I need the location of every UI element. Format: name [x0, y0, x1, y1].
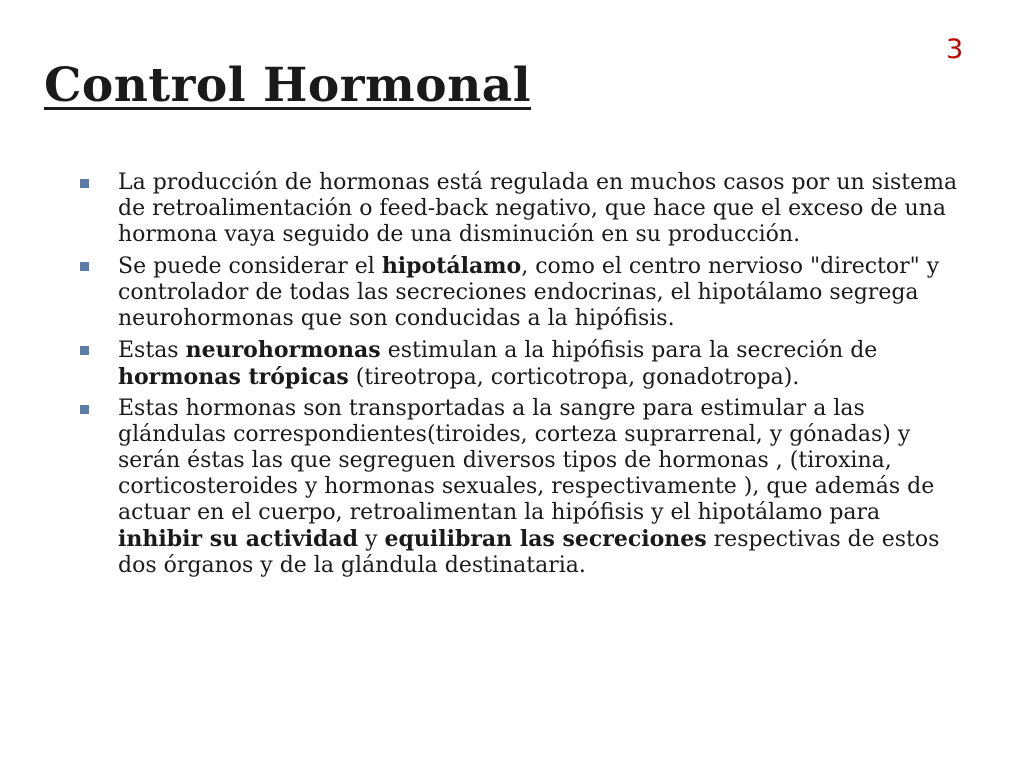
bullet-segment: La producción de hormonas está regulada en muchos casos por un sistema de retroalimentación o feed-back negativo, que hace que el exceso de una hormona vaya seguido de una disminución en su producción.: [118, 170, 958, 247]
square-bullet-icon: [80, 346, 89, 355]
bullet-segment-bold: neurohormonas: [185, 337, 381, 363]
bullet-text: [118, 254, 939, 331]
bullet-item: [78, 396, 968, 579]
bullet-segment-bold: hipotálamo: [381, 253, 522, 279]
bullet-segment: (tireotropa, corticotropa, gonadotropa).: [348, 365, 800, 390]
slide-number: 3: [946, 34, 964, 65]
bullet-text: [118, 396, 939, 578]
bullet-segment: y: [358, 527, 385, 552]
bullet-item: [78, 170, 968, 248]
bullet-segment-bold: inhibir su actividad: [118, 526, 359, 552]
bullet-item: [78, 337, 968, 391]
bullet-text: [118, 170, 957, 247]
bullet-segment: Se puede considerar el: [118, 254, 382, 279]
bullet-segment: Estas: [118, 338, 186, 363]
bullet-segment: respectivas de estos dos órganos y de la glándula destinataria.: [118, 527, 940, 578]
square-bullet-icon: [80, 405, 89, 414]
bullet-segment-bold: hormonas trópicas: [118, 364, 349, 390]
bullet-list: [78, 170, 968, 584]
bullet-segment: Estas hormonas son transportadas a la sangre para estimular a las glándulas correspondientes(tiroides, corteza suprarrenal, y gónadas) y serán éstas las que segreguen diversos tipos de hormonas , (tiroxina, corticosteroides y hormonas sexuales, respectivamente ), que además de actuar en el cuerpo, retroalimentan la hipófisis y el hipotálamo para: [118, 396, 935, 525]
bullet-segment: , como el centro nervioso "director" y controlador de todas las secreciones endocrinas, el hipotálamo segrega neurohormonas que son conducidas a la hipófisis.: [118, 254, 940, 331]
bullet-segment-bold: equilibran las secreciones: [384, 526, 707, 552]
square-bullet-icon: [80, 179, 89, 188]
bullet-segment: estimulan a la hipófisis para la secreción de: [380, 338, 878, 363]
bullet-item: [78, 253, 968, 332]
square-bullet-icon: [80, 262, 89, 271]
bullet-text: [118, 338, 877, 390]
slide-title: Control Hormonal: [44, 58, 532, 113]
